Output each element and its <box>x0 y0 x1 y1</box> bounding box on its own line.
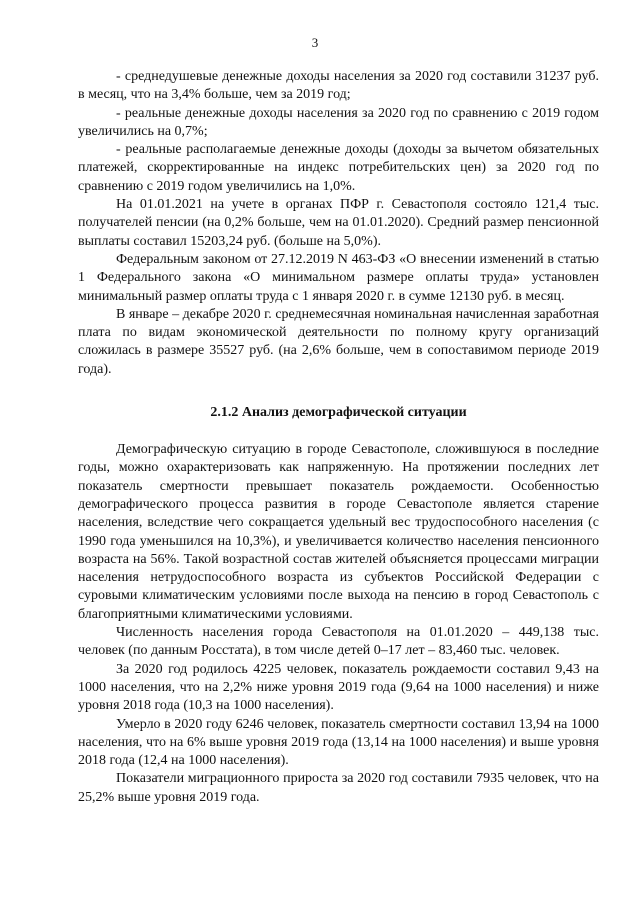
paragraph-deaths: Умерло в 2020 году 6246 человек, показатель смертности составил 13,94 на 1000 населения, что на 6% выше уровня 2019 года (13,14 на 1000 населения) и выше уровня 2018 года (12,4 на 1000 населения). <box>78 716 599 769</box>
paragraph-migration: Показатели миграционного прироста за 2020 год составили 7935 человек, что на 25,2% выше уровня 2019 года. <box>78 771 599 805</box>
paragraph-births: За 2020 год родилось 4225 человек, показатель рождаемости составил 9,43 на 1000 населения, что на 2,2% ниже уровня 2019 года (9,64 на 1000 населения) и ниже уровня 2018 года (10,3 на 1000 населения). <box>78 661 599 714</box>
paragraph-average-salary: В январе – декабре 2020 г. среднемесячная номинальная начисленная заработная плата по видам экономической деятельности по полному кругу организаций сложилась в размере 35527 руб. (на 2,6% больше, чем в сопоставимом периоде 2019 года). <box>78 306 599 377</box>
section-heading: 2.1.2 Анализ демографической ситуации <box>210 405 467 421</box>
document-body <box>78 68 599 807</box>
page-number: 3 <box>311 35 319 50</box>
paragraph-pension: На 01.01.2021 на учете в органах ПФР г. Севастополя состояло 121,4 тыс. получателей пенсии (на 0,2% больше, чем на 01.01.2020). Средний размер пенсионной выплаты составил 15203,24 руб. (больше на 5,0%). <box>78 197 599 249</box>
paragraph-income-per-capita: - среднедушевые денежные доходы населения за 2020 год составили 31237 руб. в месяц, что на 3,4% больше, чем за 2019 год; <box>78 69 599 103</box>
paragraph-real-income: - реальные денежные доходы населения за 2020 год по сравнению с 2019 годом увеличились на 0,7%; <box>78 105 599 139</box>
paragraph-minimum-wage: Федеральным законом от 27.12.2019 N 463-ФЗ «О внесении изменений в статью 1 Федерального закона «О минимальном размере оплаты труда» установлен минимальный размер оплаты труда с 1 января 2020 г. в сумме 12130 руб. в месяц. <box>78 251 599 304</box>
paragraph-demographic-situation: Демографическую ситуацию в городе Севастополе, сложившуюся в последние годы, можно охарактеризовать как напряженную. На протяжении последних лет показатель смертности превышает показатель рождаемости. Особенностью демографического процесса развития в городе Севастополе является старение населения, вследствие чего сокращается удельный вес трудоспособного населения (с 1990 года уменьшился на 10,3%), и увеличивается количество населения пенсионного возраста на 56%. Такой возрастной состав жителей объясняется процессами миграции населения нетрудоспособного возраста из субъектов Российской Федерации с суровыми климатическим условиями после выхода на пенсию в город Севастополь с благоприятными климатическими условиями. <box>78 442 599 622</box>
paragraph-disposable-income: - реальные располагаемые денежные доходы (доходы за вычетом обязательных платежей, скорректированные на индекс потребительских цен) за 2020 год по сравнению с 2019 годом увеличились на 1,0%. <box>78 142 599 194</box>
paragraph-population: Численность населения города Севастополя на 01.01.2020 – 449,138 тыс. человек (по данным Росстата), в том числе детей 0–17 лет – 83,460 тыс. человек. <box>78 625 599 659</box>
